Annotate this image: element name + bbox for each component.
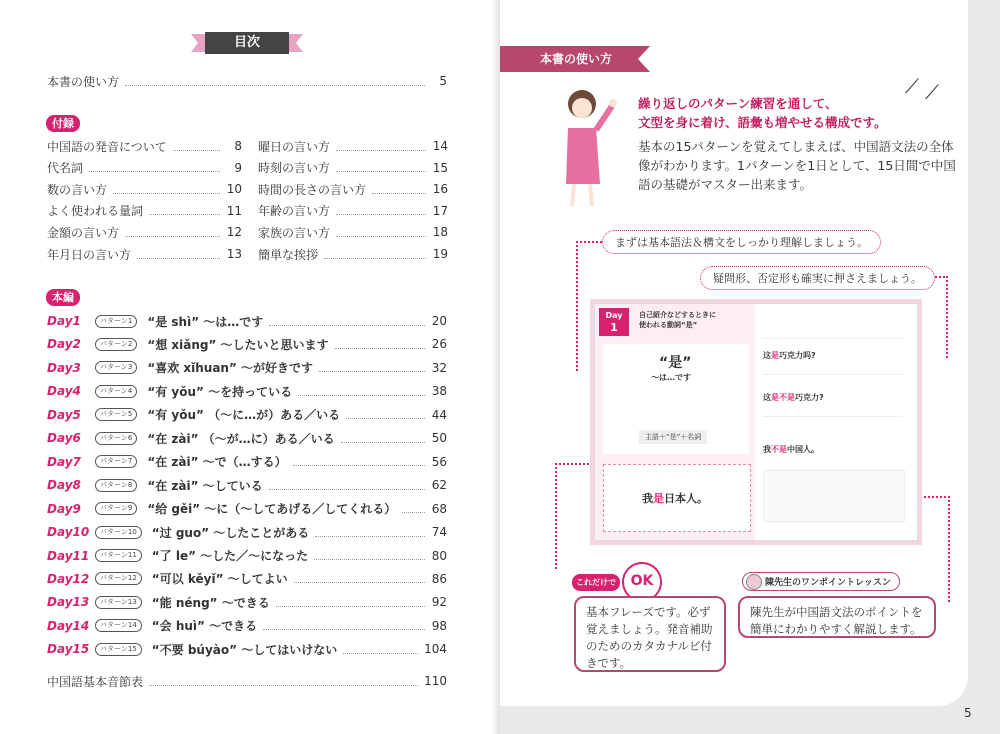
pen-icon: ⟋ xyxy=(905,74,919,98)
day-label: Day3 xyxy=(47,360,81,375)
toc-day-row[interactable] xyxy=(47,454,447,470)
toc-entry-page: 9 xyxy=(234,160,242,175)
sample-day-block: Day 1 xyxy=(599,308,629,336)
toc-entry-page: 13 xyxy=(226,247,242,261)
toc-entry-page: 19 xyxy=(432,247,448,261)
teacher-illustration xyxy=(558,84,618,212)
sample-grammar-card: “是” ～は…です 主語＋“是”＋名詞 xyxy=(603,344,749,454)
pen-icon-2: ⟋ xyxy=(925,80,939,104)
day-page: 20 xyxy=(431,314,447,328)
pattern-badge: パターン5 xyxy=(95,408,137,421)
toc-title: 目次 xyxy=(205,32,289,54)
toc-day-row[interactable] xyxy=(47,594,447,610)
day-label: Day10 xyxy=(47,525,90,540)
sample-page-thumbnail xyxy=(594,303,918,541)
usage-lead: 繰り返しのパターン練習を通して、 文型を身に着け、語彙も増やせる構成です。 xyxy=(638,96,887,130)
sample-header: 自己紹介などするときに 使われる動詞“是” xyxy=(639,311,716,329)
teacher-avatar xyxy=(746,574,762,590)
pattern-badge: パターン15 xyxy=(95,643,142,656)
bubble-grammar: まずは基本語法＆構文をしっかり理解しましょう。 xyxy=(602,230,881,254)
toc-day-row[interactable] xyxy=(47,548,447,564)
day-title: “是 shì” ～は…です xyxy=(147,314,264,329)
day-page: 26 xyxy=(431,337,447,352)
day-page: 44 xyxy=(431,407,447,422)
toc-entry-page: 8 xyxy=(234,139,242,153)
day-label: Day6 xyxy=(47,431,81,446)
page-number: 5 xyxy=(964,706,972,720)
day-title: “过 guo” ～したことがある xyxy=(151,525,310,540)
day-page: 86 xyxy=(431,571,447,586)
toc-entry-page: 16 xyxy=(432,182,448,197)
toc-entry-label: よく使われる量詞 xyxy=(47,204,144,219)
day-label: Day14 xyxy=(47,618,90,633)
day-label: Day7 xyxy=(47,454,81,469)
day-title: “能 néng” ～できる xyxy=(151,595,270,610)
sample-question-1: 这是巧克力吗? xyxy=(763,351,816,360)
pattern-badge: パターン6 xyxy=(95,432,137,445)
day-page: 50 xyxy=(431,431,447,446)
toc-day-row[interactable] xyxy=(47,477,447,493)
toc-entry-label: 代名詞 xyxy=(47,161,84,176)
toc-entry-page: 14 xyxy=(432,139,448,153)
toc-day-row[interactable] xyxy=(47,407,447,423)
day-title: “给 gěi” ～に（～してあげる／してくれる） xyxy=(147,502,397,517)
toc-final-page: 110 xyxy=(424,674,447,688)
toc-appendix-entry[interactable] xyxy=(258,203,448,219)
pattern-badge: パターン11 xyxy=(95,549,142,562)
toc-day-row[interactable] xyxy=(47,501,447,517)
toc-entry-label: 年齢の言い方 xyxy=(258,204,331,219)
day-page: 38 xyxy=(431,384,447,399)
day-label: Day13 xyxy=(47,595,90,610)
toc-entry-page: 15 xyxy=(432,160,448,175)
toc-intro-label: 本書の使い方 xyxy=(47,74,120,89)
day-label: Day12 xyxy=(47,571,90,586)
pattern-badge: パターン2 xyxy=(95,338,137,351)
pattern-badge: パターン7 xyxy=(95,455,137,468)
usage-panel xyxy=(500,0,968,706)
day-page: 32 xyxy=(431,360,447,375)
pattern-badge: パターン4 xyxy=(95,385,137,398)
main-tag: 本編 xyxy=(46,289,80,306)
toc-entry-label: 曜日の言い方 xyxy=(258,139,331,154)
pattern-badge: パターン3 xyxy=(95,361,137,374)
day-title: “有 yǒu” ～を持っている xyxy=(147,384,293,399)
note-basic-phrase: 基本フレーズです。必ず覚えましょう。発音補助のためのカタカナルビ付きです。 xyxy=(574,596,726,672)
toc-day-row[interactable] xyxy=(47,383,447,399)
toc-entry-page: 17 xyxy=(432,203,448,218)
note-onepoint: 陳先生が中国語文法のポイントを簡単にわかりやすく解説します。 xyxy=(738,596,936,638)
toc-entry-label: 数の言い方 xyxy=(47,182,108,197)
toc-entry-label: 時間の長さの言い方 xyxy=(258,182,367,197)
bubble-question: 疑問形、否定形も確実に押さえましょう。 xyxy=(700,266,935,290)
toc-appendix-entry[interactable] xyxy=(47,203,242,219)
toc-appendix-entry[interactable] xyxy=(258,138,448,154)
toc-entry-page: 11 xyxy=(226,203,242,218)
day-label: Day15 xyxy=(47,642,90,657)
usage-ribbon: 本書の使い方 xyxy=(500,46,638,72)
toc-day-row[interactable] xyxy=(47,641,447,657)
usage-page xyxy=(500,0,1000,734)
day-title: “想 xiǎng” ～したいと思います xyxy=(147,337,329,352)
sample-ok-box: 我是日本人。 xyxy=(603,464,751,532)
day-title: “可以 kěyǐ” ～してよい xyxy=(151,572,288,587)
pattern-badge: パターン8 xyxy=(95,479,137,492)
day-page: 80 xyxy=(431,548,447,563)
day-title: “在 zài” （～が…に）ある／いる xyxy=(147,431,335,446)
toc-entry-label: 中国語の発音について xyxy=(47,139,167,154)
day-label: Day9 xyxy=(47,501,81,516)
toc-appendix-entry[interactable] xyxy=(47,181,242,197)
day-title: “会 huì” ～できる xyxy=(151,619,258,634)
ok-stamp-mark: OK xyxy=(622,562,662,602)
day-label: Day1 xyxy=(47,314,81,328)
toc-appendix-entry[interactable] xyxy=(47,224,242,240)
toc-entry-page: 12 xyxy=(226,225,242,240)
toc-entry-label: 時刻の言い方 xyxy=(258,161,331,176)
toc-appendix-entry[interactable] xyxy=(47,160,242,176)
pattern-badge: パターン13 xyxy=(95,596,142,609)
day-page: 98 xyxy=(431,618,447,633)
toc-day-row[interactable] xyxy=(47,336,447,352)
pattern-badge: パターン14 xyxy=(95,619,142,632)
toc-appendix-entry[interactable] xyxy=(258,246,448,262)
pattern-badge: パターン9 xyxy=(95,502,137,515)
pattern-badge: パターン12 xyxy=(95,572,142,585)
day-label: Day4 xyxy=(47,384,81,399)
toc-day-row[interactable] xyxy=(47,618,447,634)
toc-day-row[interactable] xyxy=(47,524,447,540)
toc-final-label: 中国語基本音節表 xyxy=(47,674,144,689)
appendix-tag: 付録 xyxy=(46,115,80,132)
day-title: “在 zài” ～で（…する） xyxy=(147,455,287,470)
day-label: Day11 xyxy=(47,548,90,563)
day-title: “在 zài” ～している xyxy=(147,478,263,493)
pattern-badge: パターン10 xyxy=(95,526,142,539)
toc-appendix-entry[interactable] xyxy=(47,246,242,262)
day-title: “了 le” ～した／～になった xyxy=(151,549,309,563)
day-page: 56 xyxy=(431,454,447,469)
toc-intro-row[interactable] xyxy=(47,73,447,89)
day-page: 104 xyxy=(424,642,447,657)
usage-body: 基本の15パターンを覚えてしまえば、中国語文法の全体像がわかります。1パターンを1日として、15日間で中国語の基礎がマスター出来ます。 xyxy=(638,139,956,192)
toc-entry-page: 10 xyxy=(226,182,242,197)
day-title: “有 yǒu” （～に…が）ある／いる xyxy=(147,408,341,423)
day-title: “不要 búyào” ～してはいけない xyxy=(151,642,338,657)
toc-final-row[interactable] xyxy=(47,673,447,689)
sample-negative: 我不是中国人。 xyxy=(763,445,819,454)
toc-day-row[interactable] xyxy=(47,430,447,446)
day-page: 92 xyxy=(431,595,447,610)
toc-appendix-entry[interactable] xyxy=(258,181,448,197)
toc-appendix-entry[interactable] xyxy=(258,224,448,240)
onepoint-lesson-tag: 陳先生のワンポイントレッスン xyxy=(742,572,900,591)
toc-entry-label: 金額の言い方 xyxy=(47,225,120,240)
toc-appendix-entry[interactable] xyxy=(258,160,448,176)
ok-stamp-label: これだけで xyxy=(572,574,620,591)
toc-day-row[interactable] xyxy=(47,313,447,329)
toc-entry-label: 家族の言い方 xyxy=(258,225,331,240)
toc-entry-label: 簡単な挨拶 xyxy=(258,247,319,262)
day-title: “喜欢 xǐhuan” ～が好きです xyxy=(147,361,314,376)
pattern-badge: パターン1 xyxy=(95,315,137,328)
toc-day-row[interactable] xyxy=(47,360,447,376)
toc-appendix-entry[interactable] xyxy=(47,138,242,154)
toc-day-row[interactable] xyxy=(47,571,447,587)
day-page: 62 xyxy=(431,478,447,493)
day-label: Day2 xyxy=(47,337,81,352)
day-page: 74 xyxy=(431,525,447,540)
toc-intro-page: 5 xyxy=(439,74,447,88)
day-page: 68 xyxy=(431,501,447,516)
toc-entry-label: 年月日の言い方 xyxy=(47,247,132,262)
toc-page xyxy=(0,0,498,734)
day-label: Day5 xyxy=(47,407,81,422)
sample-question-2: 这是不是巧克力? xyxy=(763,393,824,402)
day-label: Day8 xyxy=(47,478,81,493)
toc-entry-page: 18 xyxy=(432,225,448,240)
